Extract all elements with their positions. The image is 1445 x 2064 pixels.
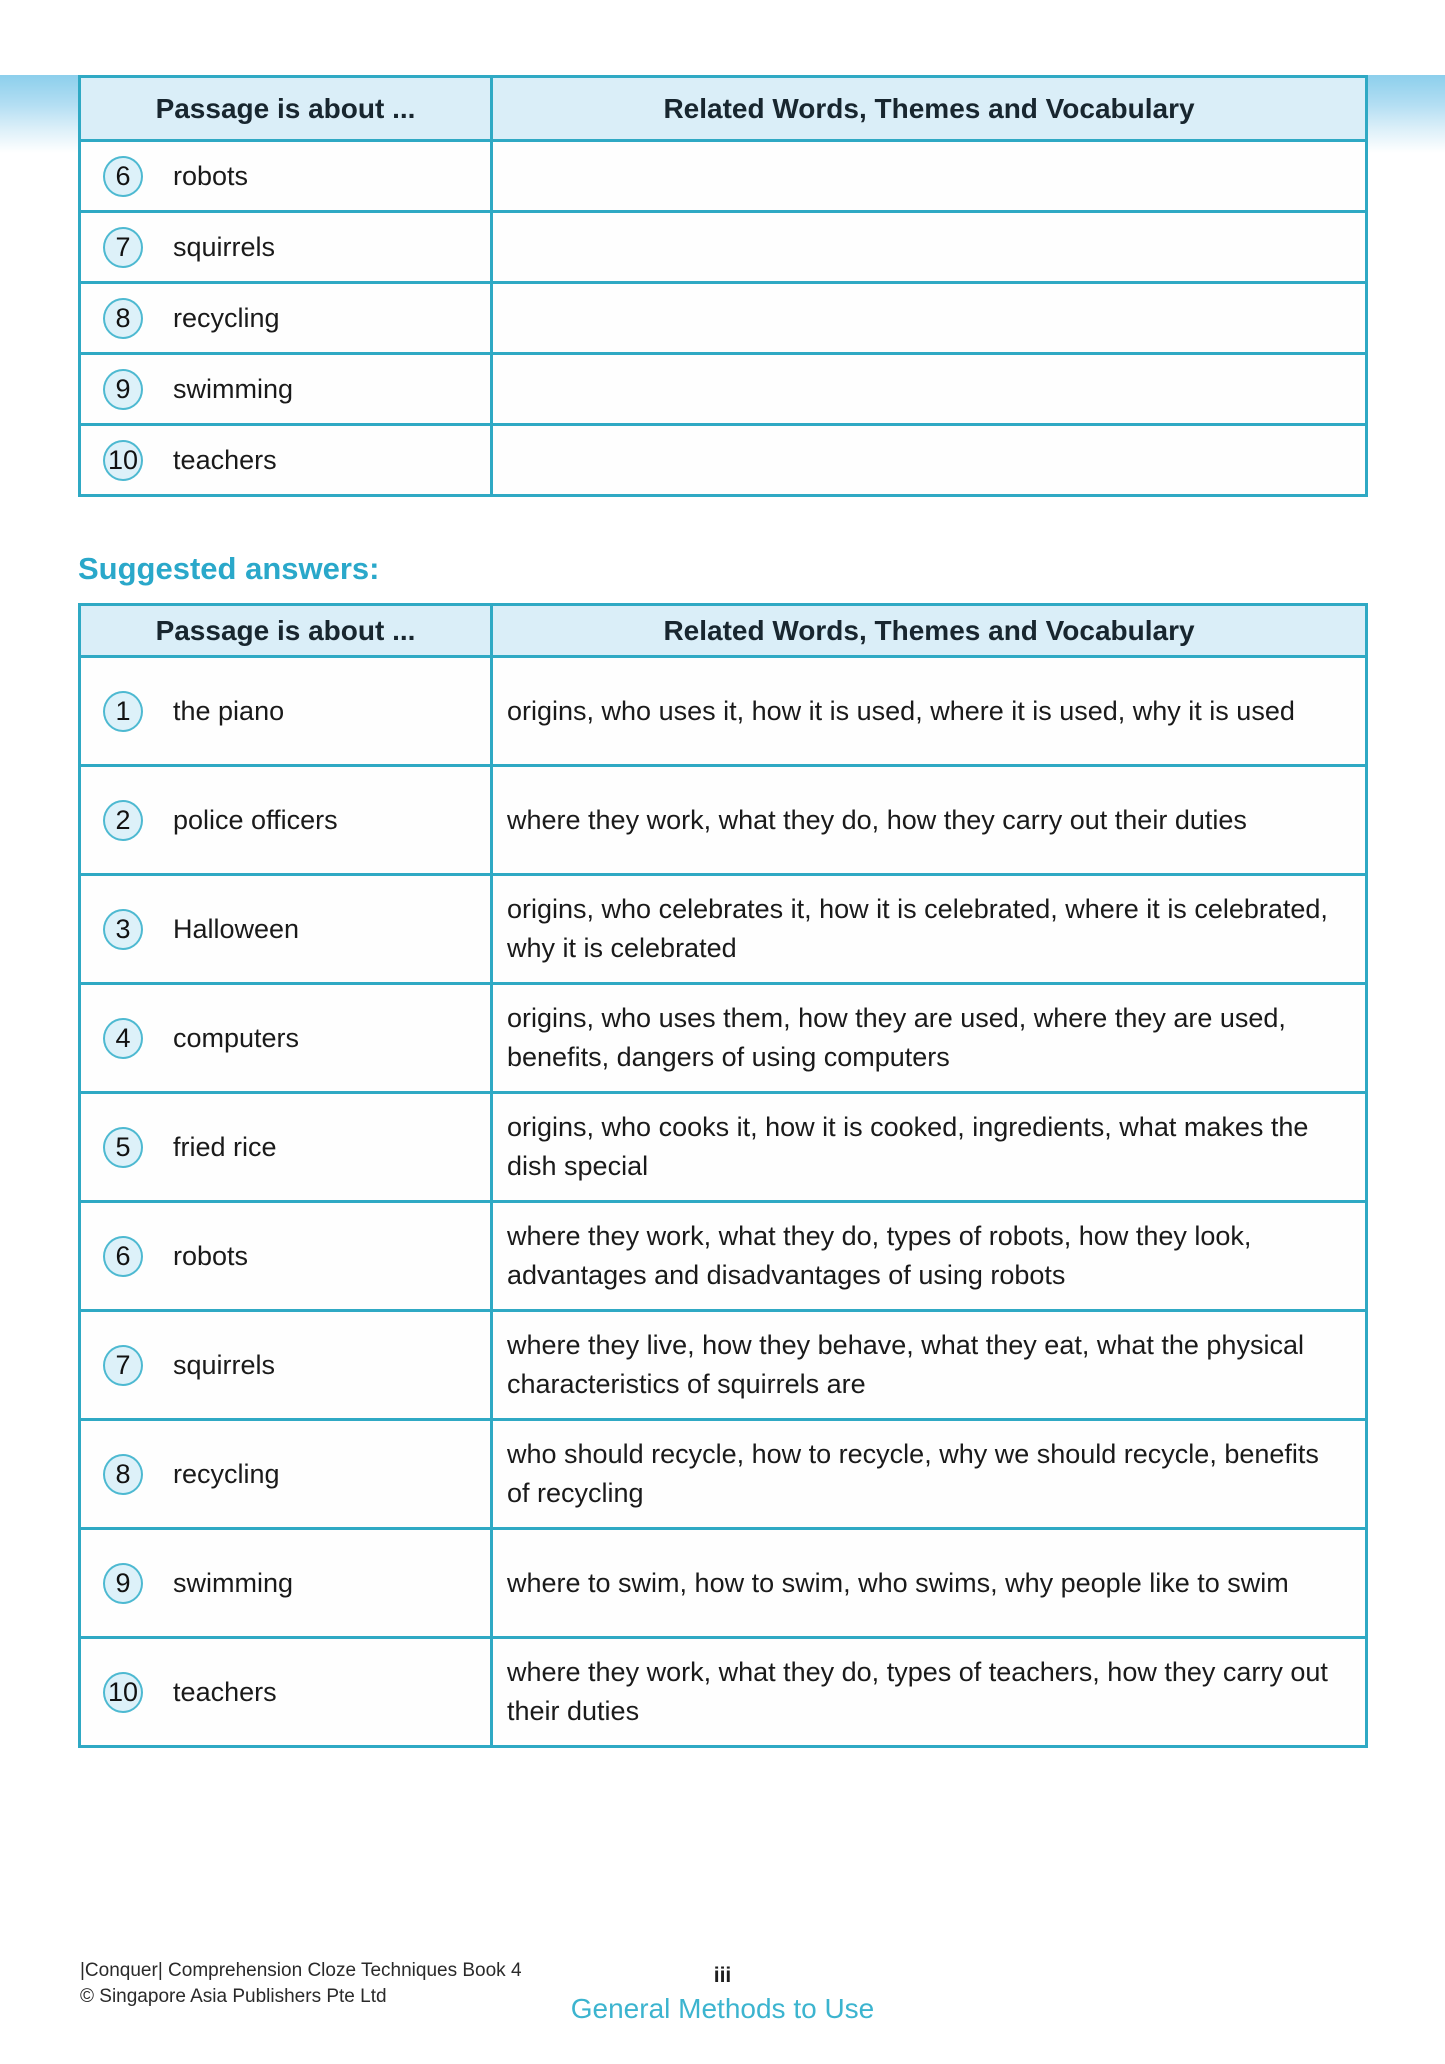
answer-text: where they work, what they do, types of robots, how they look, advantages and disadvantages of using robots bbox=[492, 1202, 1367, 1311]
question-number-badge: 8 bbox=[103, 1454, 143, 1495]
question-number-badge: 9 bbox=[103, 1563, 143, 1604]
answer-text: where they work, what they do, how they carry out their duties bbox=[492, 766, 1367, 875]
table-row bbox=[80, 1638, 1367, 1747]
topic-label: Halloween bbox=[173, 913, 300, 944]
topic-label: computers bbox=[173, 1022, 300, 1053]
topic-label: teachers bbox=[173, 444, 277, 475]
topic-label: swimming bbox=[173, 373, 294, 404]
answer-blank bbox=[492, 425, 1367, 496]
topic-label: the piano bbox=[173, 695, 285, 726]
answer-text: who should recycle, how to recycle, why we should recycle, benefits of recycling bbox=[492, 1420, 1367, 1529]
table-row bbox=[80, 1420, 1367, 1529]
answer-blank bbox=[492, 283, 1367, 354]
table-row bbox=[80, 984, 1367, 1093]
table-row bbox=[80, 354, 1367, 425]
question-number-badge: 3 bbox=[103, 909, 143, 950]
table-row bbox=[80, 766, 1367, 875]
answer-blank bbox=[492, 212, 1367, 283]
question-number-badge: 7 bbox=[103, 227, 143, 268]
question-number-badge: 5 bbox=[103, 1127, 143, 1168]
table-row bbox=[80, 425, 1367, 496]
table-row bbox=[80, 1093, 1367, 1202]
table-row bbox=[80, 1529, 1367, 1638]
question-number-badge: 10 bbox=[103, 440, 143, 481]
table-row bbox=[80, 1311, 1367, 1420]
answer-text: origins, who cooks it, how it is cooked, ingredients, what makes the dish special bbox=[492, 1093, 1367, 1202]
question-number-badge: 1 bbox=[103, 691, 143, 732]
question-number-badge: 9 bbox=[103, 369, 143, 410]
table-row bbox=[80, 875, 1367, 984]
answer-blank bbox=[492, 141, 1367, 212]
answer-text: origins, who uses them, how they are used, where they are used, benefits, dangers of using computers bbox=[492, 984, 1367, 1093]
practice-table-header-row bbox=[80, 77, 1367, 141]
question-number-badge: 6 bbox=[103, 156, 143, 197]
table-row bbox=[80, 141, 1367, 212]
topic-label: robots bbox=[173, 1240, 249, 1271]
table-row bbox=[80, 657, 1367, 766]
table-row bbox=[80, 1202, 1367, 1311]
question-number-badge: 6 bbox=[103, 1236, 143, 1277]
topic-label: robots bbox=[173, 160, 249, 191]
practice-col-header-passage: Passage is about ... bbox=[80, 77, 492, 141]
topic-label: squirrels bbox=[173, 231, 276, 262]
answer-text: where they live, how they behave, what they eat, what the physical characteristics of squirrels are bbox=[492, 1311, 1367, 1420]
question-number-badge: 2 bbox=[103, 800, 143, 841]
table-row bbox=[80, 283, 1367, 354]
topic-label: swimming bbox=[173, 1567, 294, 1598]
topic-label: recycling bbox=[173, 1458, 280, 1489]
question-number-badge: 4 bbox=[103, 1018, 143, 1059]
practice-col-header-related: Related Words, Themes and Vocabulary bbox=[492, 77, 1367, 141]
question-number-badge: 7 bbox=[103, 1345, 143, 1386]
topic-label: squirrels bbox=[173, 1349, 276, 1380]
suggested-answers-heading: Suggested answers: bbox=[78, 551, 380, 586]
question-number-badge: 8 bbox=[103, 298, 143, 339]
suggested-answers-table bbox=[78, 603, 1368, 1748]
answers-table-header-row bbox=[80, 605, 1367, 657]
section-title: General Methods to Use bbox=[570, 1993, 875, 2024]
answers-col-header-related: Related Words, Themes and Vocabulary bbox=[492, 605, 1367, 657]
answer-text: where to swim, how to swim, who swims, why people like to swim bbox=[492, 1529, 1367, 1638]
topic-label: recycling bbox=[173, 302, 280, 333]
topic-label: teachers bbox=[173, 1676, 277, 1707]
question-number-badge: 10 bbox=[103, 1672, 143, 1713]
topic-label: fried rice bbox=[173, 1131, 277, 1162]
book-title: |Conquer| Comprehension Cloze Techniques Book 4 bbox=[80, 1960, 522, 1981]
answer-text: origins, who uses it, how it is used, where it is used, why it is used bbox=[492, 657, 1367, 766]
topic-label: police officers bbox=[173, 804, 338, 835]
table-row bbox=[80, 212, 1367, 283]
answer-text: origins, who celebrates it, how it is celebrated, where it is celebrated, why it is celebrated bbox=[492, 875, 1367, 984]
footer-center bbox=[0, 1964, 1445, 2025]
answer-blank bbox=[492, 354, 1367, 425]
publisher-copyright: © Singapore Asia Publishers Pte Ltd bbox=[80, 1986, 387, 2007]
practice-table bbox=[78, 75, 1368, 497]
page-number: iii bbox=[713, 1964, 732, 1987]
answers-col-header-passage: Passage is about ... bbox=[80, 605, 492, 657]
answer-text: where they work, what they do, types of teachers, how they carry out their duties bbox=[492, 1638, 1367, 1747]
